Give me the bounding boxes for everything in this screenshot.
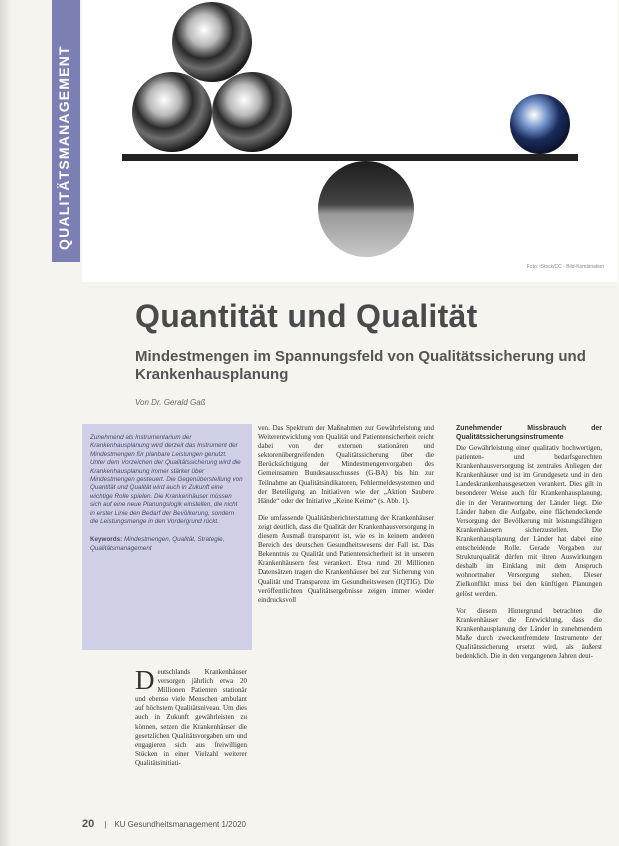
page-footer bbox=[82, 818, 246, 830]
chrome-ball-right bbox=[212, 72, 292, 152]
article-byline: Von Dr. Gerald Gaß bbox=[135, 398, 206, 407]
column-3-paragraph-2: Vor diesem Hintergrund betrachten die Krankenhäuser die Entwicklung, dass die Krankenhausplanung der Länder in zunehmendem Maße durch zweckentfremdete Instrumente der Qualitätssicherung ersetzt wird, als äußerst bedenklich. Die in den vergangenen Jahren deut- bbox=[456, 606, 602, 661]
column-2 bbox=[258, 424, 434, 613]
keywords bbox=[90, 536, 244, 553]
abstract-box bbox=[82, 424, 252, 650]
image-credit: Foto: iStock/CC · Bild-Kombination bbox=[526, 264, 604, 270]
section-tab bbox=[52, 0, 80, 262]
article-title: Quantität und Qualität bbox=[135, 298, 478, 334]
article-subtitle: Mindestmengen im Spannungsfeld von Qualitätssicherung und Krankenhausplanung bbox=[135, 348, 586, 383]
column-1 bbox=[135, 665, 247, 768]
hero-illustration bbox=[82, 0, 618, 282]
balance-balls-image bbox=[82, 0, 618, 282]
dropcap: D bbox=[135, 665, 155, 695]
column-1-text: eutschlands Krankenhäuser versorgen jährlich etwa 20 Millionen Patienten stationär und ebenso viele Menschen ambulant auf höchstem Qualitätsniveau. Um dies auch in Zukunft gewährleisten zu können, setzen die Krankenhäuser die gesetzlichen Qualitätsvorgaben um und engagieren sich aus freiwilligen Stücken in einer Vielzahl weiterer Qualitätsinitiati- bbox=[135, 668, 247, 767]
chrome-ball-top bbox=[172, 2, 252, 82]
keywords-text: Mindestmengen, Qualität, Strategie, Qualitätsmanagement bbox=[90, 536, 225, 552]
journal-name: KU Gesundheitsmanagement 1/2020 bbox=[114, 820, 246, 829]
balance-plank bbox=[122, 154, 578, 161]
blue-ball bbox=[510, 94, 570, 154]
keywords-label: Keywords: bbox=[90, 536, 123, 544]
column-3-paragraph-1: Die Gewährleistung einer qualitativ hochwertigen, patienten- und bedarfsgerechten Krankenhausversorgung ist zentrales Anliegen der Krankenhäuser und ist im Grundgesetz und in den Landeskrankenhausgesetzen verankert. Dies gilt in besonderer Weise auch für Krankenhausplanung, die in der Verantwortung der Länder liegt. Die Länder haben die Aufgabe, eine flächendeckende Versorgung der Bevölkerung mit leistungsfähigen Krankenhäusern sicherzustellen. Die Krankenhausplanung der Länder hat dabei eine entscheidende Rolle. Gerade Vorgaben zur Strukturqualität dürfen mit ihren Auswirkungen deshalb im Einklang mit dem Anspruch wohnortnaher Versorgung stehen. Dieser Zielkonflikt muss bei den künftigen Planungen gelöst werden. bbox=[456, 444, 602, 598]
fulcrum-ball bbox=[318, 161, 414, 257]
column-3-heading: Zunehmender Missbrauch der Qualitätssicherungsinstrumente bbox=[456, 425, 602, 441]
abstract-text: Zunehmend als Instrumentarium der Krankenhausplanung wird derzeit das Instrument der Mindestmengen für planbare Leistungen genutzt. Unter dem Vorzeichen der Qualitätssicherung wird die Krankenhausplanung immer stärker über Mindestmengen gesteuert. Die Gegenüberstellung von Quantität und Qualität wird auch in Zukunft eine wichtige Rolle spielen. Die Krankenhäuser müssen sich auf eine neue Planungslogik einstellen, die nicht in erster Linie den Bedarf der Bevölkerung, sondern die Leistungsmenge in den Vordergrund rückt. bbox=[90, 434, 243, 526]
page-number: 20 bbox=[82, 818, 95, 830]
scan-edge-shadow bbox=[0, 0, 12, 846]
column-2-paragraph-1: ven. Das Spektrum der Maßnahmen zur Gewährleistung und Weiterentwicklung von Qualität und Patientensicherheit reicht dabei von der externen stationären und sektorenübergreifenden Qualitätssicherung über die Berücksichtigung der Mindestmengenvorgaben des Gemeinsamen Bundesausschusses (G-BA) bis hin zur Teilnahme an Qualitätsindikatoren, Fehlermeldesystemen und der Beteiligung an Initiativen wie der „Aktion Saubere Hände“ oder der Initiative „Keine Keime“ (s. Abb. 1). bbox=[258, 424, 434, 505]
footer-separator: | bbox=[104, 820, 107, 829]
column-2-paragraph-2: Die umfassende Qualitätsberichterstattung der Krankenhäuser zeigt deutlich, dass die Qualität der Krankenhausversorgung in diesem Ausmaß transparent ist, wie es in keinem anderen Bereich des deutschen Gesundheitswesens der Fall ist. Das Bekenntnis zu Qualität und Patientensicherheit ist in unseren Krankenhäusern fest verankert. Etwa rund 20 Millionen Datensätzen tragen die Krankenhäuser bei zur Sicherung von Qualität und Transparenz im Gesundheitswesen (IQTIG). Die veröffentlichten Qualitätsergebnisse zeigen immer wieder eindrucksvoll bbox=[258, 513, 434, 604]
section-label: QUALITÄTSMANAGEMENT bbox=[56, 45, 72, 250]
column-3 bbox=[456, 424, 602, 669]
chrome-ball-left bbox=[132, 72, 212, 152]
